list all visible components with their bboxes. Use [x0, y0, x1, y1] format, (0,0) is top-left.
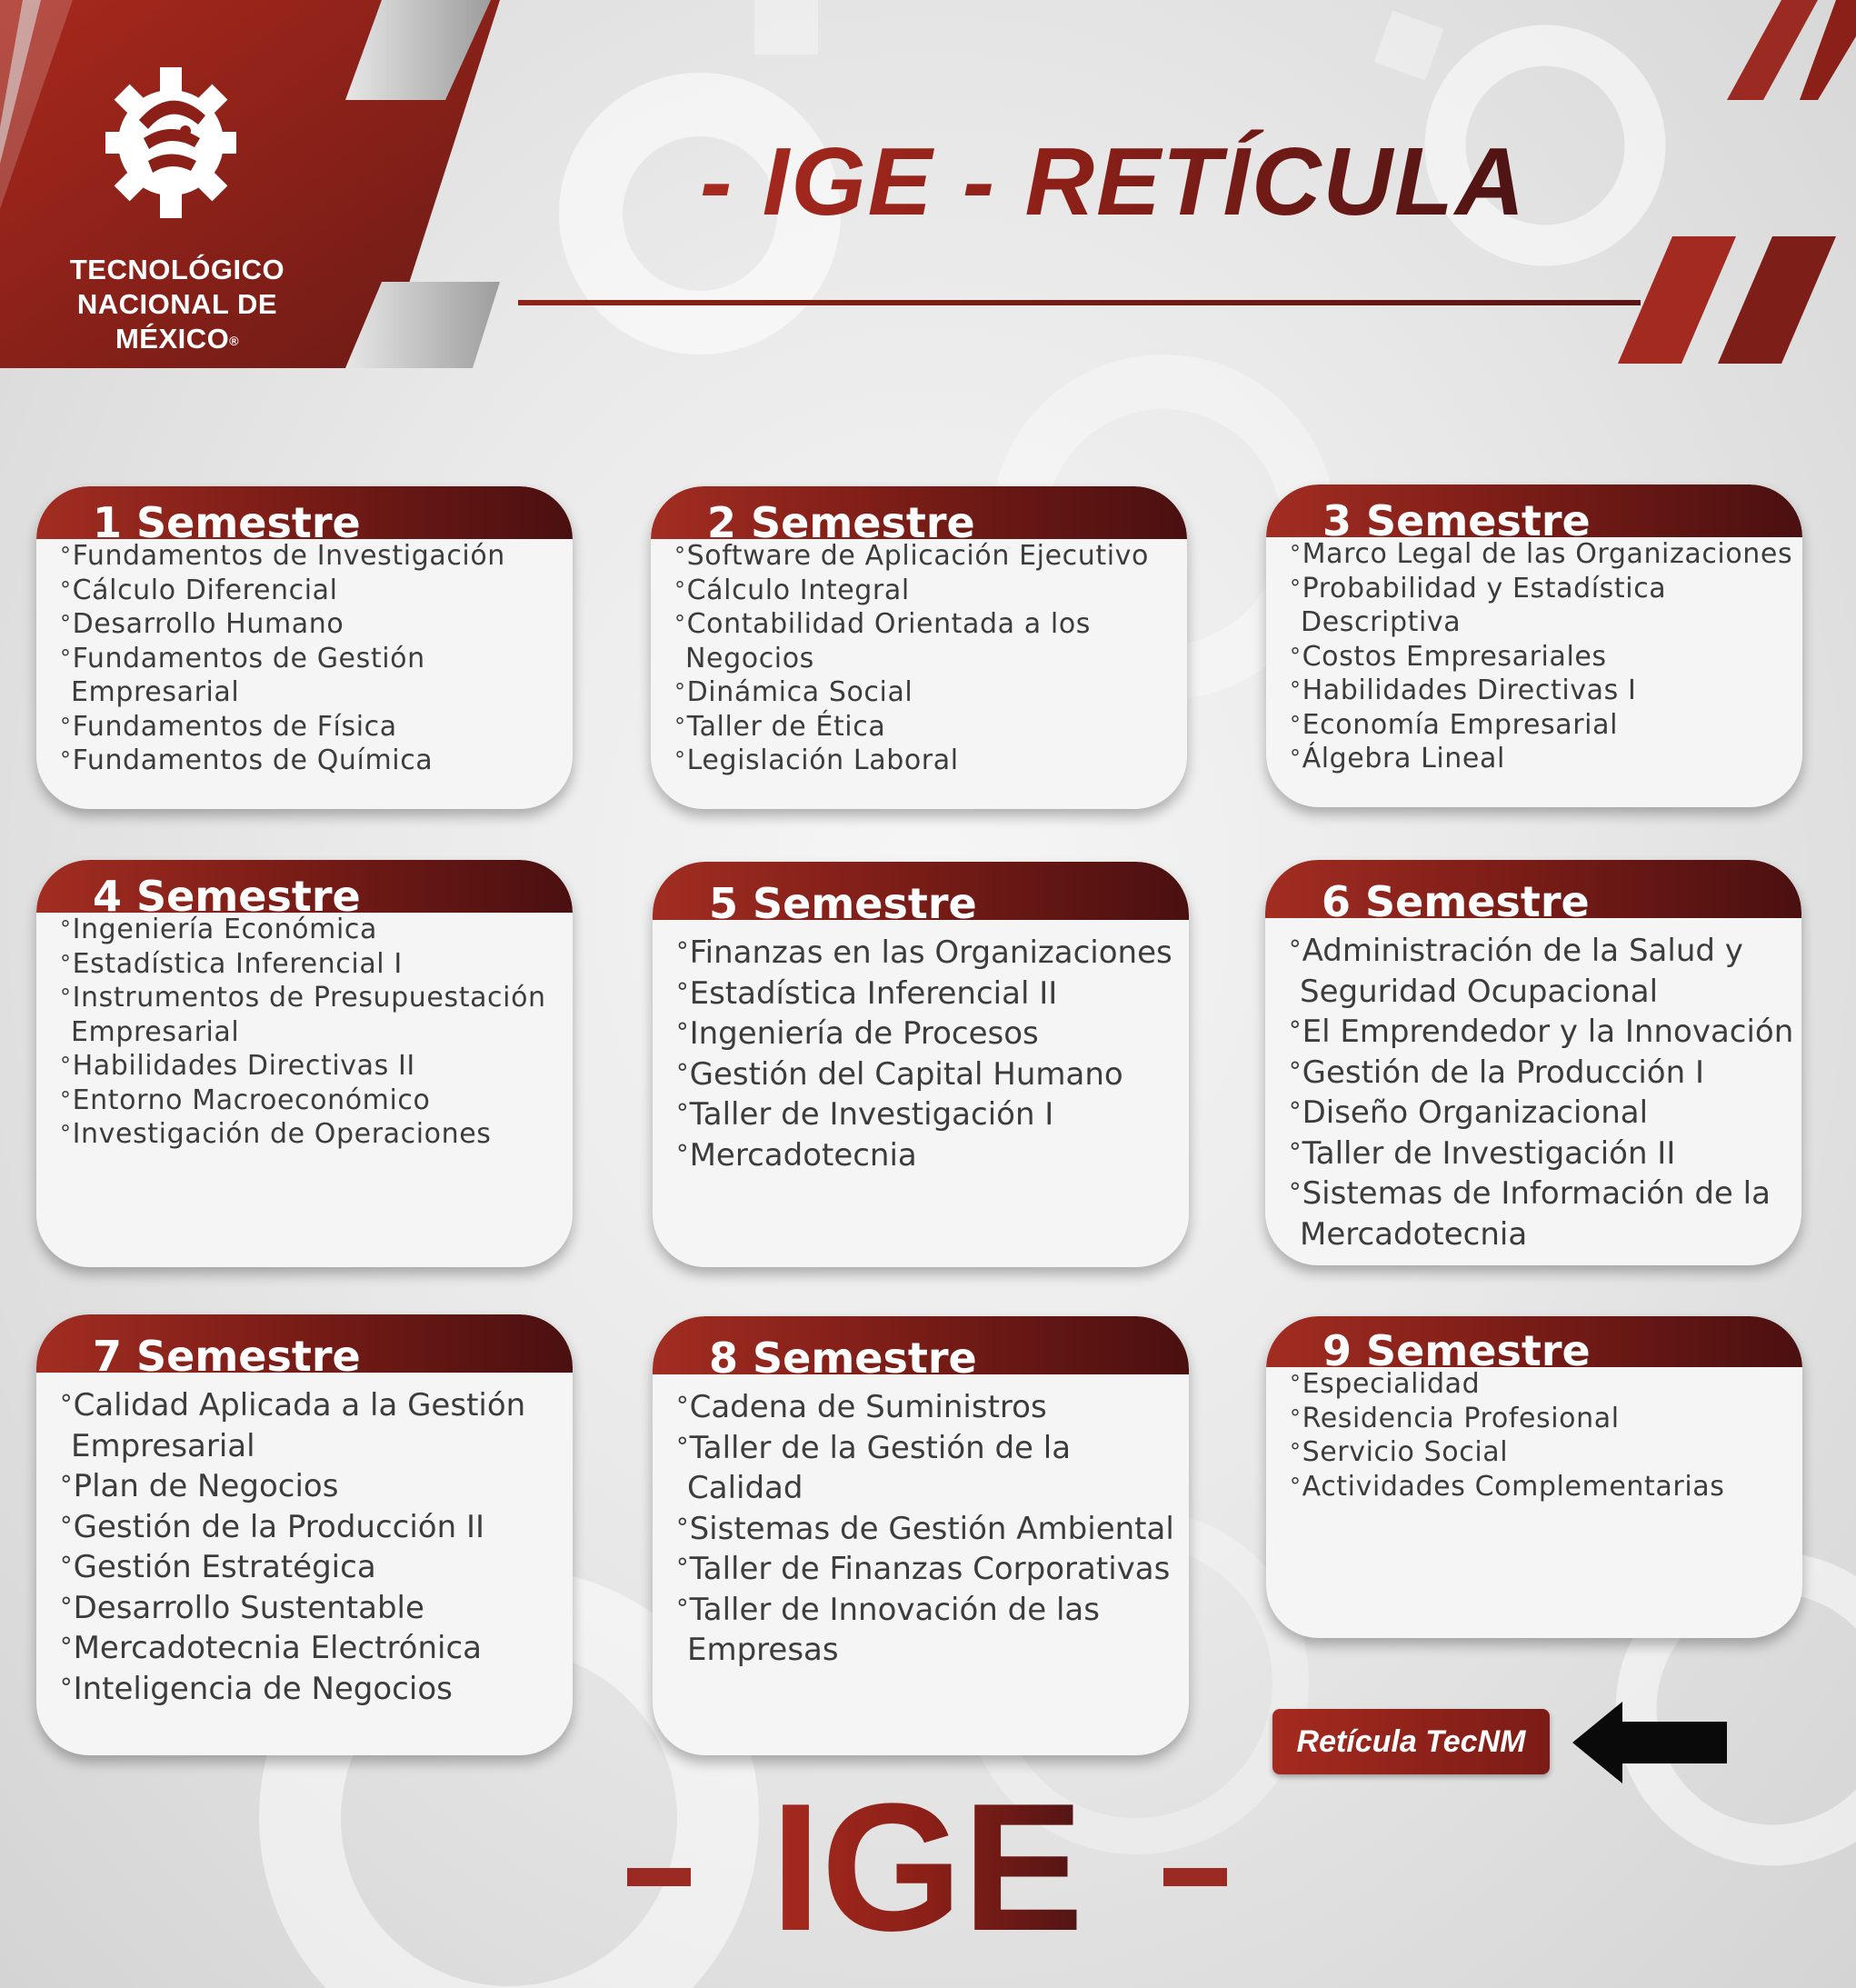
subject-item: ° Taller de Innovación de las Empresas: [676, 1590, 1189, 1671]
subject-list: [1266, 537, 1802, 776]
subject-item: ° Ingeniería Económica: [60, 913, 573, 947]
subject-item: ° Taller de la Gestión de la Calidad: [676, 1428, 1189, 1509]
semester-card-header: [651, 486, 1187, 547]
registered-mark: ®: [229, 333, 240, 348]
semester-card-header: [1266, 485, 1802, 545]
subject-item: ° Fundamentos de Química: [60, 744, 573, 778]
semester-card-3: [1266, 485, 1802, 807]
subject-item: ° Habilidades Directivas II: [60, 1049, 573, 1084]
subject-item: ° Gestión del Capital Humano: [676, 1054, 1189, 1095]
subject-item: ° Costos Empresariales: [1290, 640, 1802, 674]
decorative-slashes: [1618, 236, 1856, 373]
subject-item: ° Álgebra Lineal: [1290, 742, 1802, 776]
semester-card-header: [36, 1314, 573, 1381]
subject-item: ° Servicio Social: [1290, 1435, 1802, 1470]
footer-dash-left: [627, 1868, 691, 1886]
subject-item: ° Calidad Aplicada a la Gestión Empresarial: [60, 1385, 573, 1466]
subject-item: ° Fundamentos de Gestión Empresarial: [60, 642, 573, 710]
footer-title: [627, 1766, 1227, 1969]
tecnm-logo: [98, 47, 244, 238]
subject-item: ° Gestión Estratégica: [60, 1547, 573, 1588]
subject-item: ° El Emprendedor y la Innovación: [1289, 1012, 1801, 1053]
semester-card-4: [36, 860, 573, 1267]
subject-item: ° Dinámica Social: [674, 675, 1187, 710]
logo-line2: NACIONAL DE MÉXICO: [76, 288, 278, 355]
semester-title: 6 Semestre: [1322, 877, 1590, 926]
footer-text: IGE: [763, 1777, 1091, 1959]
subject-item: ° Diseño Organizacional: [1289, 1093, 1801, 1134]
semester-card-header: [1265, 860, 1801, 926]
subject-item: ° Fundamentos de Investigación: [60, 539, 573, 574]
subject-list: [1266, 1367, 1802, 1503]
subject-item: ° Cálculo Integral: [674, 574, 1187, 608]
decorative-slashes-top: [1727, 0, 1856, 109]
semester-card-9: [1266, 1316, 1802, 1638]
subject-item: ° Contabilidad Orientada a los Negocios: [674, 607, 1187, 675]
title-divider: [518, 300, 1641, 305]
reticula-tecnm-button[interactable]: Retícula TecNM: [1272, 1709, 1550, 1774]
subject-item: ° Gestión de la Producción II: [60, 1507, 573, 1548]
logo-text: [27, 253, 327, 358]
subject-item: ° Estadística Inferencial II: [676, 974, 1189, 1014]
subject-list: [36, 1373, 573, 1709]
subject-item: ° Residencia Profesional: [1290, 1402, 1802, 1436]
subject-item: ° Desarrollo Humano: [60, 607, 573, 642]
subject-item: ° Software de Aplicación Ejecutivo: [674, 539, 1187, 574]
subject-item: ° Administración de la Salud y Seguridad Ocupacional: [1289, 931, 1801, 1012]
arrow-left-icon: [1572, 1702, 1727, 1783]
page-title: - IGE - RETÍCULA: [700, 128, 1527, 235]
semester-card-8: [653, 1316, 1189, 1755]
semester-title: 2 Semestre: [707, 498, 975, 547]
subject-list: [651, 539, 1187, 778]
subject-item: ° Actividades Complementarias: [1290, 1470, 1802, 1504]
semester-card-1: [36, 486, 573, 809]
semester-title: 4 Semestre: [93, 872, 361, 921]
subject-item: ° Especialidad: [1290, 1367, 1802, 1402]
semester-card-6: [1265, 860, 1801, 1265]
logo-line1: TECNOLÓGICO: [69, 254, 285, 285]
subject-item: ° Fundamentos de Física: [60, 710, 573, 744]
subject-item: ° Marco Legal de las Organizaciones: [1290, 537, 1802, 572]
semester-title: 5 Semestre: [709, 879, 977, 928]
subject-item: ° Instrumentos de Presupuestación Empresarial: [60, 981, 573, 1049]
subject-list: [653, 920, 1189, 1175]
footer-dash-right: [1163, 1868, 1227, 1886]
subject-item: ° Mercadotecnia: [676, 1135, 1189, 1176]
subject-item: ° Habilidades Directivas I: [1290, 674, 1802, 708]
subject-list: [1265, 918, 1801, 1254]
semester-title: 8 Semestre: [709, 1334, 977, 1383]
semester-card-header: [653, 862, 1189, 928]
semester-card-header: [36, 486, 573, 547]
subject-item: ° Probabilidad y Estadística Descriptiva: [1290, 572, 1802, 640]
subject-item: ° Entorno Macroeconómico: [60, 1084, 573, 1118]
subject-item: ° Economía Empresarial: [1290, 708, 1802, 743]
semester-card-header: [1266, 1316, 1802, 1375]
semester-card-7: [36, 1314, 573, 1755]
semester-title: 9 Semestre: [1322, 1326, 1591, 1375]
subject-item: ° Finanzas en las Organizaciones: [676, 933, 1189, 974]
semester-card-header: [653, 1316, 1189, 1383]
semester-card-header: [36, 860, 573, 921]
subject-item: ° Cálculo Diferencial: [60, 574, 573, 608]
subject-item: ° Ingeniería de Procesos: [676, 1014, 1189, 1054]
subject-list: [653, 1374, 1189, 1671]
subject-item: ° Taller de Ética: [674, 710, 1187, 744]
subject-item: ° Taller de Investigación I: [676, 1094, 1189, 1135]
subject-item: ° Taller de Investigación II: [1289, 1134, 1801, 1174]
subject-item: ° Gestión de la Producción I: [1289, 1053, 1801, 1094]
semester-card-2: [651, 486, 1187, 809]
subject-item: ° Estadística Inferencial I: [60, 947, 573, 982]
subject-item: ° Desarrollo Sustentable: [60, 1588, 573, 1629]
subject-item: ° Inteligencia de Negocios: [60, 1669, 573, 1710]
semester-card-5: [653, 862, 1189, 1267]
subject-item: ° Mercadotecnia Electrónica: [60, 1628, 573, 1669]
subject-item: ° Legislación Laboral: [674, 744, 1187, 778]
subject-item: ° Investigación de Operaciones: [60, 1117, 573, 1152]
subject-item: ° Sistemas de Gestión Ambiental: [676, 1509, 1189, 1550]
semester-title: 7 Semestre: [93, 1332, 361, 1381]
subject-item: ° Taller de Finanzas Corporativas: [676, 1549, 1189, 1590]
subject-list: [36, 539, 573, 778]
semester-title: 3 Semestre: [1322, 496, 1591, 545]
semester-title: 1 Semestre: [93, 498, 361, 547]
subject-list: [36, 913, 573, 1152]
subject-item: ° Sistemas de Información de la Mercadotecnia: [1289, 1174, 1801, 1254]
subject-item: ° Cadena de Suministros: [676, 1387, 1189, 1428]
subject-item: ° Plan de Negocios: [60, 1466, 573, 1507]
